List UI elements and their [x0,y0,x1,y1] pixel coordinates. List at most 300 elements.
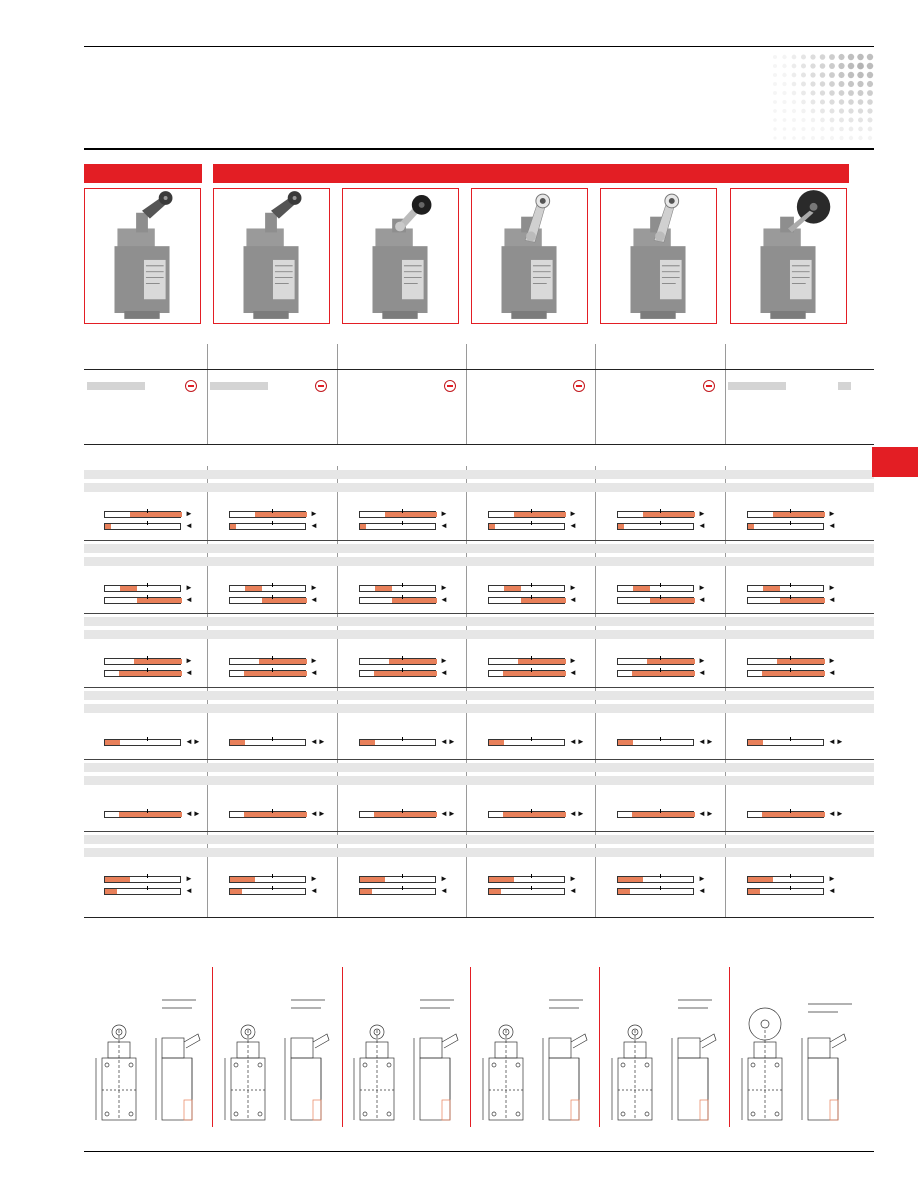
arrow-right-icon [703,380,715,392]
row-band [84,704,874,713]
arrow-right-icon [444,380,456,392]
drawing-divider [342,967,343,1127]
contact-travel-bar [617,876,694,883]
contact-travel-bar [747,811,824,818]
contact-closed-zone [489,889,501,894]
arrow-right-icon: ► [828,656,836,665]
contact-closed-zone [244,671,307,676]
column-divider [466,344,467,444]
contact-closed-zone [119,671,182,676]
row-band [84,630,874,639]
travel-tick [660,737,661,741]
travel-tick [660,668,661,672]
drawing-4 [475,990,600,1125]
arrow-left-icon: ◄ [569,886,577,895]
row-divider [84,613,874,614]
travel-tick [790,809,791,813]
travel-tick [660,521,661,525]
contact-closed-zone [773,512,825,517]
contact-travel-bar [747,888,824,895]
row-divider [84,917,874,918]
contact-closed-zone [503,671,566,676]
travel-tick [147,509,148,513]
contact-travel-bar [488,811,565,818]
travel-tick [531,509,532,513]
contact-closed-zone [120,586,137,591]
contact-travel-bar [229,739,306,746]
travel-tick [790,656,791,660]
row-band [84,848,874,857]
arrow-right-icon: ► [698,656,706,665]
column-divider [595,344,596,444]
travel-tick [147,583,148,587]
contact-closed-zone [489,877,514,882]
drawing-divider [729,967,730,1127]
double-arrow-icon: ◄► [440,737,456,746]
arrow-left-icon: ◄ [569,668,577,677]
row-band [84,617,874,626]
contact-travel-bar [359,658,436,665]
double-arrow-icon: ◄► [698,737,714,746]
row-divider [84,444,874,445]
travel-tick [402,668,403,672]
contact-closed-zone [105,877,130,882]
travel-tick [272,737,273,741]
arrow-right-icon: ► [310,583,318,592]
drawing-1 [88,990,213,1125]
product-photo-6 [730,188,847,324]
row-divider [84,759,874,760]
contact-closed-zone [780,598,825,603]
contact-travel-bar [359,597,436,604]
contact-closed-zone [255,512,307,517]
row-divider [84,369,874,370]
product-photo-1 [84,188,201,324]
limit-switch-image [472,189,587,323]
contact-travel-bar [359,523,436,530]
arrow-right-icon [315,380,327,392]
double-arrow-icon: ◄► [440,809,456,818]
contact-travel-bar [488,888,565,895]
arrow-right-icon: ► [440,656,448,665]
contact-travel-bar [617,739,694,746]
contact-travel-bar [104,511,181,518]
row-band [84,776,874,785]
column-divider [337,344,338,444]
limit-switch-image [85,189,200,323]
arrow-left-icon: ◄ [310,521,318,530]
contact-closed-zone [105,889,117,894]
contact-travel-bar [104,888,181,895]
travel-tick [531,809,532,813]
contact-travel-bar [747,523,824,530]
double-arrow-icon: ◄► [698,809,714,818]
row-band [84,470,874,479]
travel-tick [531,737,532,741]
travel-tick [402,509,403,513]
arrow-right-icon: ► [185,509,193,518]
contact-closed-zone [504,586,521,591]
arrow-left-icon: ◄ [185,595,193,604]
contact-travel-bar [488,670,565,677]
contact-travel-bar [617,585,694,592]
arrow-left-icon: ◄ [698,886,706,895]
contact-closed-zone [650,598,695,603]
contact-closed-zone [130,512,182,517]
contact-closed-zone [375,586,392,591]
contact-closed-zone [244,812,307,817]
contact-travel-bar [488,876,565,883]
double-arrow-icon: ◄► [185,737,201,746]
travel-tick [531,874,532,878]
travel-tick [272,874,273,878]
arrow-right-icon [185,380,197,392]
travel-tick [660,595,661,599]
arrow-left-icon: ◄ [698,595,706,604]
travel-tick [147,874,148,878]
travel-tick [660,886,661,890]
travel-tick [272,521,273,525]
travel-tick [531,595,532,599]
contact-travel-bar [359,670,436,677]
double-arrow-icon: ◄► [185,809,201,818]
travel-tick [272,509,273,513]
contact-travel-bar [747,876,824,883]
arrow-left-icon: ◄ [440,521,448,530]
contact-travel-bar [488,739,565,746]
travel-tick [402,809,403,813]
travel-tick [531,668,532,672]
contact-closed-zone [259,659,307,664]
top-thin-rule [84,46,874,47]
arrow-left-icon: ◄ [185,521,193,530]
row-band [84,557,874,566]
contact-travel-bar [359,585,436,592]
contact-travel-bar [747,658,824,665]
travel-tick [790,886,791,890]
arrow-right-icon: ► [698,509,706,518]
contact-closed-zone [643,512,695,517]
arrow-right-icon: ► [828,583,836,592]
dimension-drawing [734,990,859,1125]
travel-tick [147,809,148,813]
contact-travel-bar [488,585,565,592]
travel-tick [272,595,273,599]
spec-value-bar [210,382,268,390]
contact-closed-zone [374,812,437,817]
contact-travel-bar [617,523,694,530]
row-band [84,763,874,772]
contact-travel-bar [488,658,565,665]
travel-tick [790,668,791,672]
contact-closed-zone [360,740,375,745]
travel-tick [790,509,791,513]
section-side-tab [872,447,918,477]
contact-travel-bar [747,670,824,677]
contact-closed-zone [489,524,495,529]
travel-tick [402,737,403,741]
arrow-right-icon: ► [569,656,577,665]
contact-closed-zone [134,659,182,664]
contact-travel-bar [488,511,565,518]
travel-tick [272,656,273,660]
contact-travel-bar [617,670,694,677]
contact-travel-bar [104,658,181,665]
arrow-right-icon: ► [698,583,706,592]
travel-tick [660,509,661,513]
product-photo-4 [471,188,588,324]
travel-tick [147,521,148,525]
travel-tick [531,521,532,525]
contact-travel-bar [229,658,306,665]
arrow-right-icon: ► [310,509,318,518]
row-band [84,544,874,553]
travel-tick [272,668,273,672]
contact-travel-bar [229,597,306,604]
section-bar-left [84,164,202,183]
row-band [84,691,874,700]
travel-tick [531,583,532,587]
travel-tick [790,874,791,878]
contact-travel-bar [229,511,306,518]
travel-tick [660,656,661,660]
dimension-drawing [88,990,213,1125]
contact-travel-bar [617,658,694,665]
travel-tick [790,583,791,587]
arrow-left-icon: ◄ [698,668,706,677]
travel-tick [660,874,661,878]
arrow-right-icon: ► [569,583,577,592]
travel-tick [147,886,148,890]
contact-travel-bar [359,511,436,518]
travel-tick [272,809,273,813]
arrow-left-icon: ◄ [828,521,836,530]
arrow-left-icon: ◄ [569,521,577,530]
contact-travel-bar [104,876,181,883]
contact-travel-bar [488,597,565,604]
row-band [84,835,874,844]
contact-closed-zone [777,659,825,664]
contact-closed-zone [633,586,650,591]
double-arrow-icon: ◄► [569,809,585,818]
contact-closed-zone [489,740,504,745]
dimension-drawing [346,990,471,1125]
double-arrow-icon: ◄► [310,809,326,818]
contact-closed-zone [105,524,111,529]
arrow-right-icon: ► [440,583,448,592]
contact-travel-bar [747,597,824,604]
contact-travel-bar [617,811,694,818]
travel-tick [272,886,273,890]
arrow-left-icon: ◄ [440,668,448,677]
drawing-5 [604,990,729,1125]
contact-closed-zone [763,586,780,591]
arrow-left-icon: ◄ [310,595,318,604]
contact-closed-zone [514,512,566,517]
row-divider [84,540,874,541]
contact-travel-bar [488,523,565,530]
spec-value-bar [728,382,786,390]
row-divider [84,831,874,832]
contact-travel-bar [229,811,306,818]
travel-tick [402,595,403,599]
contact-closed-zone [521,598,566,603]
footer-rule [84,1151,874,1152]
contact-closed-zone [762,671,825,676]
contact-travel-bar [229,876,306,883]
arrow-right-icon: ► [828,874,836,883]
travel-tick [402,656,403,660]
double-arrow-icon: ◄► [828,809,844,818]
arrow-right-icon: ► [569,509,577,518]
arrow-right-icon: ► [310,656,318,665]
section-bar-right [213,164,849,183]
contact-closed-zone [374,671,437,676]
travel-tick [790,737,791,741]
drawing-2 [217,990,342,1125]
arrow-right-icon: ► [828,509,836,518]
travel-tick [660,809,661,813]
limit-switch-image [731,189,846,323]
contact-closed-zone [389,659,437,664]
arrow-left-icon: ◄ [569,595,577,604]
contact-travel-bar [747,511,824,518]
contact-closed-zone [385,512,437,517]
arrow-left-icon: ◄ [828,595,836,604]
contact-closed-zone [230,877,255,882]
travel-tick [147,656,148,660]
dimension-drawing [475,990,600,1125]
travel-tick [531,656,532,660]
travel-tick [402,583,403,587]
double-arrow-icon: ◄► [569,737,585,746]
contact-closed-zone [245,586,262,591]
arrow-left-icon: ◄ [828,886,836,895]
contact-travel-bar [104,597,181,604]
arrow-left-icon: ◄ [828,668,836,677]
contact-travel-bar [359,811,436,818]
travel-tick [402,521,403,525]
limit-switch-image [601,189,716,323]
travel-tick [402,886,403,890]
contact-travel-bar [617,511,694,518]
contact-closed-zone [360,524,366,529]
contact-closed-zone [360,877,385,882]
arrow-left-icon: ◄ [698,521,706,530]
contact-closed-zone [503,812,566,817]
arrow-left-icon: ◄ [185,886,193,895]
contact-closed-zone [262,598,307,603]
drawing-6 [734,990,859,1125]
arrow-right-icon [573,380,585,392]
contact-closed-zone [137,598,182,603]
header-thick-rule [84,148,874,150]
contact-travel-bar [229,585,306,592]
arrow-right-icon: ► [185,583,193,592]
contact-travel-bar [104,811,181,818]
double-arrow-icon: ◄► [310,737,326,746]
contact-closed-zone [618,524,624,529]
contact-travel-bar [359,739,436,746]
contact-closed-zone [360,889,372,894]
dot-grid-logo [770,52,874,144]
contact-travel-bar [104,670,181,677]
arrow-left-icon: ◄ [440,886,448,895]
contact-closed-zone [748,740,763,745]
contact-travel-bar [104,739,181,746]
row-band [84,483,874,492]
column-divider [725,344,726,444]
contact-closed-zone [518,659,566,664]
row-divider [84,687,874,688]
arrow-left-icon: ◄ [185,668,193,677]
contact-travel-bar [747,739,824,746]
contact-closed-zone [618,877,643,882]
arrow-right-icon: ► [185,656,193,665]
double-arrow-icon: ◄► [828,737,844,746]
contact-closed-zone [392,598,437,603]
travel-tick [147,595,148,599]
contact-travel-bar [104,523,181,530]
contact-travel-bar [359,876,436,883]
contact-closed-zone [105,740,120,745]
product-photo-5 [600,188,717,324]
contact-closed-zone [762,812,825,817]
travel-tick [660,583,661,587]
contact-travel-bar [229,523,306,530]
contact-closed-zone [647,659,695,664]
travel-tick [531,886,532,890]
arrow-right-icon: ► [440,509,448,518]
contact-closed-zone [119,812,182,817]
travel-tick [272,583,273,587]
arrow-left-icon: ◄ [310,886,318,895]
contact-closed-zone [618,740,633,745]
spec-value-bar [87,382,145,390]
arrow-right-icon: ► [698,874,706,883]
arrow-left-icon: ◄ [310,668,318,677]
drawing-3 [346,990,471,1125]
dimension-drawing [217,990,342,1125]
contact-closed-zone [748,877,773,882]
contact-travel-bar [617,597,694,604]
contact-closed-zone [632,671,695,676]
contact-travel-bar [747,585,824,592]
contact-closed-zone [230,524,236,529]
contact-closed-zone [230,740,245,745]
contact-closed-zone [618,889,630,894]
travel-tick [790,521,791,525]
dimension-drawing [604,990,729,1125]
arrow-right-icon: ► [440,874,448,883]
contact-travel-bar [229,670,306,677]
arrow-right-icon: ► [185,874,193,883]
contact-travel-bar [617,888,694,895]
contact-closed-zone [748,524,754,529]
contact-travel-bar [229,888,306,895]
square-icon [838,382,851,390]
travel-tick [147,737,148,741]
contact-closed-zone [632,812,695,817]
column-divider [207,344,208,444]
product-photo-2 [213,188,330,324]
travel-tick [402,874,403,878]
contact-closed-zone [230,889,242,894]
arrow-right-icon: ► [310,874,318,883]
contact-travel-bar [104,585,181,592]
contact-closed-zone [748,889,760,894]
product-photo-3 [342,188,459,324]
